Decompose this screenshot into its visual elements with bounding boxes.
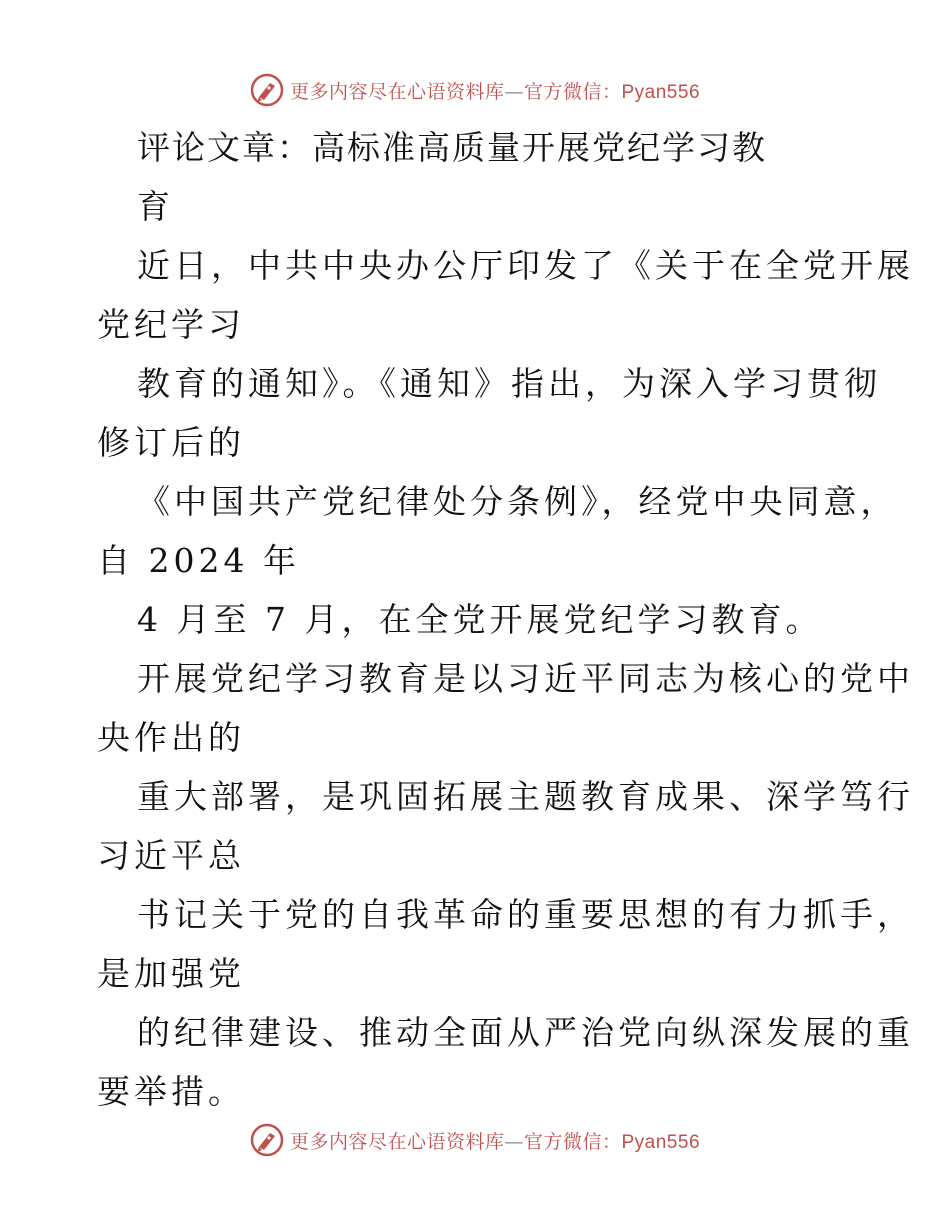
paragraph-line: 开展党纪学习教育是以习近平同志为核心的党中: [137, 659, 914, 698]
document-body: [97, 118, 914, 1121]
paragraph-line: 央作出的: [97, 718, 245, 757]
watermark-main: 更多内容尽在心语资料库: [289, 1130, 505, 1153]
watermark-wechat-id: Pyan556: [621, 1131, 701, 1153]
paragraph-line: 是加强党: [97, 954, 245, 993]
paragraph-line: 的纪律建设、推动全面从严治党向纵深发展的重: [137, 1013, 914, 1052]
header-watermark-inner: [250, 73, 700, 107]
watermark-official: 官方微信：: [523, 80, 622, 103]
paragraph-line: 《中国共产党纪律处分条例》，经党中央同意，: [137, 482, 898, 521]
header-watermark: [0, 70, 950, 110]
paragraph-line: 党纪学习: [97, 305, 245, 344]
pen-nib-logo-icon: [250, 1123, 284, 1157]
paragraph-line: 近日，中共中央办公厅印发了《关于在全党开展: [137, 246, 914, 285]
watermark-text: [290, 1127, 700, 1154]
paragraph-line: 教育的通知》。《通知》指出，为深入学习贯彻: [137, 364, 881, 403]
document-title-line: 育: [137, 187, 172, 226]
paragraph-line: 要举措。: [97, 1072, 245, 1111]
footer-watermark-inner: [250, 1123, 700, 1157]
watermark-main: 更多内容尽在心语资料库: [289, 80, 505, 103]
watermark-wechat-id: Pyan556: [621, 81, 701, 103]
watermark-dash: —: [504, 1130, 524, 1153]
watermark-text: [290, 77, 700, 104]
paragraph-line: 书记关于党的自我革命的重要思想的有力抓手，: [137, 895, 914, 934]
footer-watermark: [0, 1120, 950, 1160]
paragraph-line: 修订后的: [97, 423, 245, 462]
paragraph-line: 4 月至 7 月，在全党开展党纪学习教育。: [137, 600, 823, 639]
pen-nib-logo-icon: [250, 73, 284, 107]
paragraph-line: 习近平总: [97, 836, 245, 875]
watermark-official: 官方微信：: [523, 1130, 622, 1153]
paragraph-line: 重大部署，是巩固拓展主题教育成果、深学笃行: [137, 777, 914, 816]
watermark-dash: —: [504, 80, 524, 103]
paragraph-line: 自 2024 年: [97, 541, 300, 580]
document-title-line: 评论文章：高标准高质量开展党纪学习教: [137, 128, 767, 167]
